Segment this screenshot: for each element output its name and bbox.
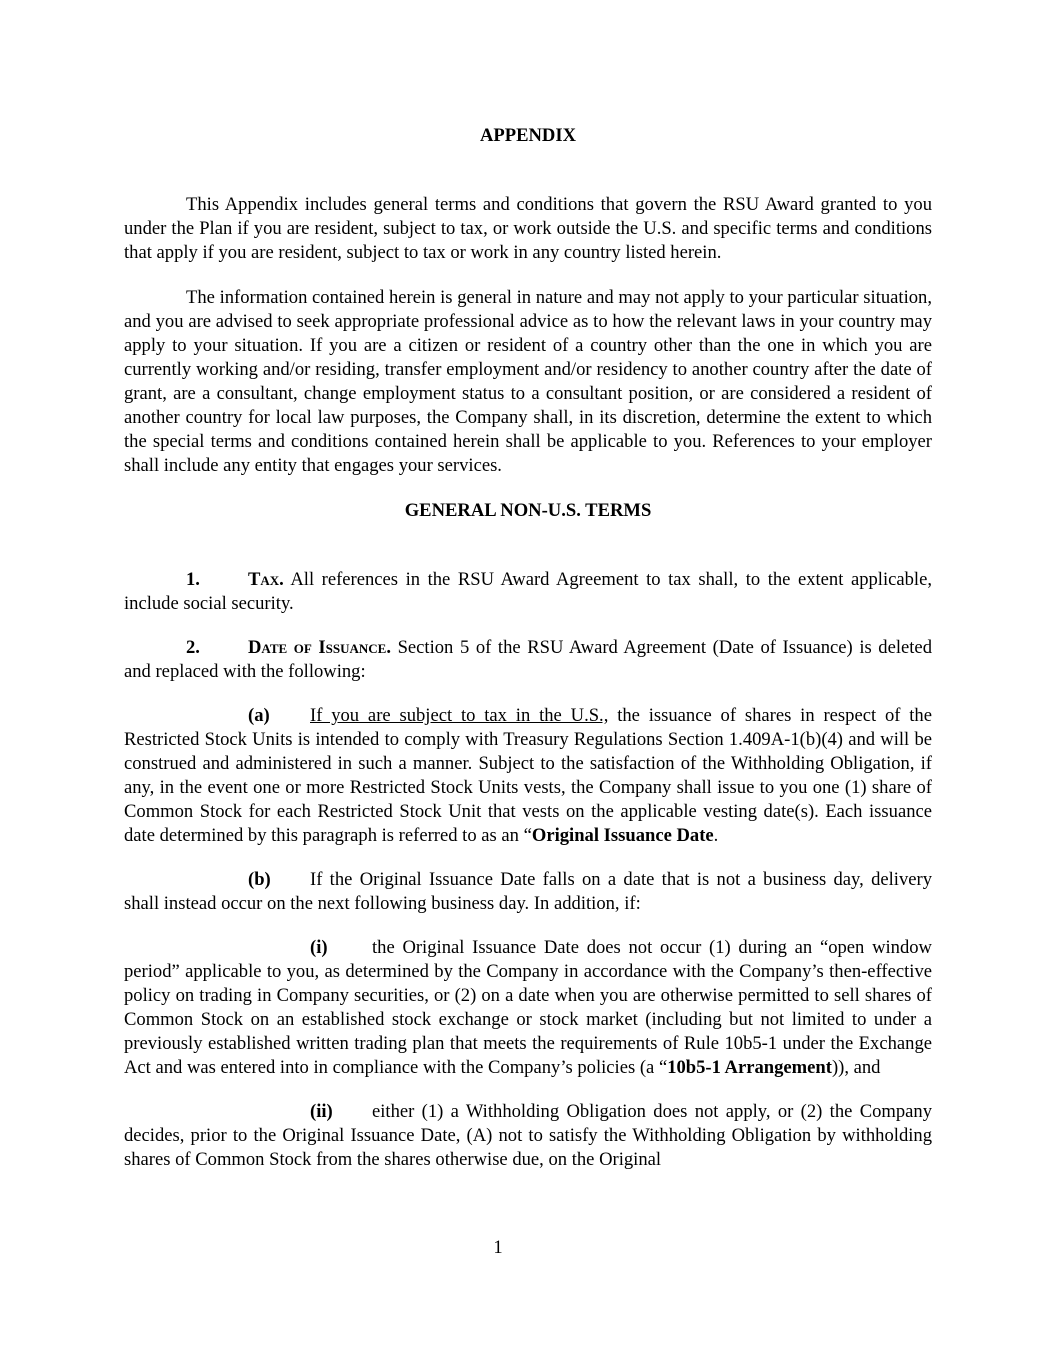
item-2b-ii-label: (ii) [310, 1101, 333, 1122]
item-2a-paragraph [124, 704, 932, 848]
item-2b-ii-text: either (1) a Withholding Obligation does not apply, or (2) the Company decides, prior to the Original Issuance Date, (A) not to satisfy the Withholding Obligation by withholding shares of Common Stock from the shares otherwise due, on the Original [124, 1101, 932, 1170]
item-2-number: 2. [186, 637, 200, 658]
document-page [124, 124, 932, 1172]
item-2b-i-text-2: )), and [831, 1057, 881, 1078]
item-2a-underlined: If you are subject to tax in the U.S., [310, 705, 609, 726]
item-2-text: Section 5 of the RSU Award Agreement (Date of Issuance) is deleted and replaced with the following: [124, 637, 932, 682]
item-1-paragraph [124, 568, 932, 616]
item-2b-text: If the Original Issuance Date falls on a date that is not a business day, delivery shall instead occur on the next following business day. In addition, if: [124, 869, 932, 914]
intro-paragraph-2: The information contained herein is general in nature and may not apply to your particular situation, and you are advised to seek appropriate professional advice as to how the relevant laws in your country may apply to your situation. If you are a citizen or resident of a country other than the one in which you are currently working and/or residing, transfer employment and/or residency to another country after the date of grant, are a consultant, change employment status to a consultant position, or are considered a resident of another country for local law purposes, the Company shall, in its discretion, determine the extent to which the special terms and conditions contained herein shall be applicable to you. References to your employer shall include any entity that engages your services. [124, 287, 932, 476]
item-2b-paragraph [124, 868, 932, 916]
item-2b-i-label: (i) [310, 937, 328, 958]
item-2b-i-text-1: the Original Issuance Date does not occur (1) during an “open window period” applicable to you, as determined by the Company in accordance with the Company’s then-effective policy on trading in Company securities, or (2) on a date when you are otherwise permitted to sell shares of Common Stock on an established stock exchange or stock market (including but not limited to under a previously established written trading plan that meets the requirements of Rule 10b5-1 under the Exchange Act and was entered into in compliance with the Company’s policies (a “ [124, 937, 932, 1078]
item-1-number: 1. [186, 569, 200, 590]
item-2a-text-1: the issuance of shares in respect of the Restricted Stock Units is intended to comply with Treasury Regulations Section 1.409A-1(b)(4) and will be construed and administered in such a manner. Subject to the satisfaction of the Withholding Obligation, if any, in the event one or more Restricted Stock Units vests, the Company shall issue to you one (1) share of Common Stock for each Restricted Stock Unit that vests on the applicable vesting date(s). Each issuance date determined by this paragraph is referred to as an “ [124, 705, 932, 846]
item-1-heading: Tax. [248, 569, 284, 590]
page-number: 1 [493, 1237, 503, 1258]
item-2b-i-paragraph [124, 936, 932, 1080]
item-2a-text-2: . [713, 825, 719, 846]
section-heading: GENERAL NON-U.S. TERMS [404, 500, 652, 521]
item-2b-i-defined-term: 10b5-1 Arrangement [667, 1057, 832, 1078]
item-2b-ii-paragraph [124, 1100, 932, 1172]
item-2-heading: Date of Issuance. [248, 637, 391, 658]
item-2a-defined-term: Original Issuance Date [531, 825, 714, 846]
item-2a-label: (a) [248, 705, 270, 726]
item-2b-label: (b) [248, 869, 271, 890]
intro-paragraph-1: This Appendix includes general terms and conditions that govern the RSU Award granted to you under the Plan if you are resident, subject to tax, or work outside the U.S. and specific terms and conditions that apply if you are resident, subject to tax or work in any country listed herein. [124, 194, 932, 263]
page-title: APPENDIX [479, 125, 577, 146]
item-2-paragraph [124, 636, 932, 684]
item-1-text: All references in the RSU Award Agreement to tax shall, to the extent applicable, include social security. [124, 569, 932, 614]
